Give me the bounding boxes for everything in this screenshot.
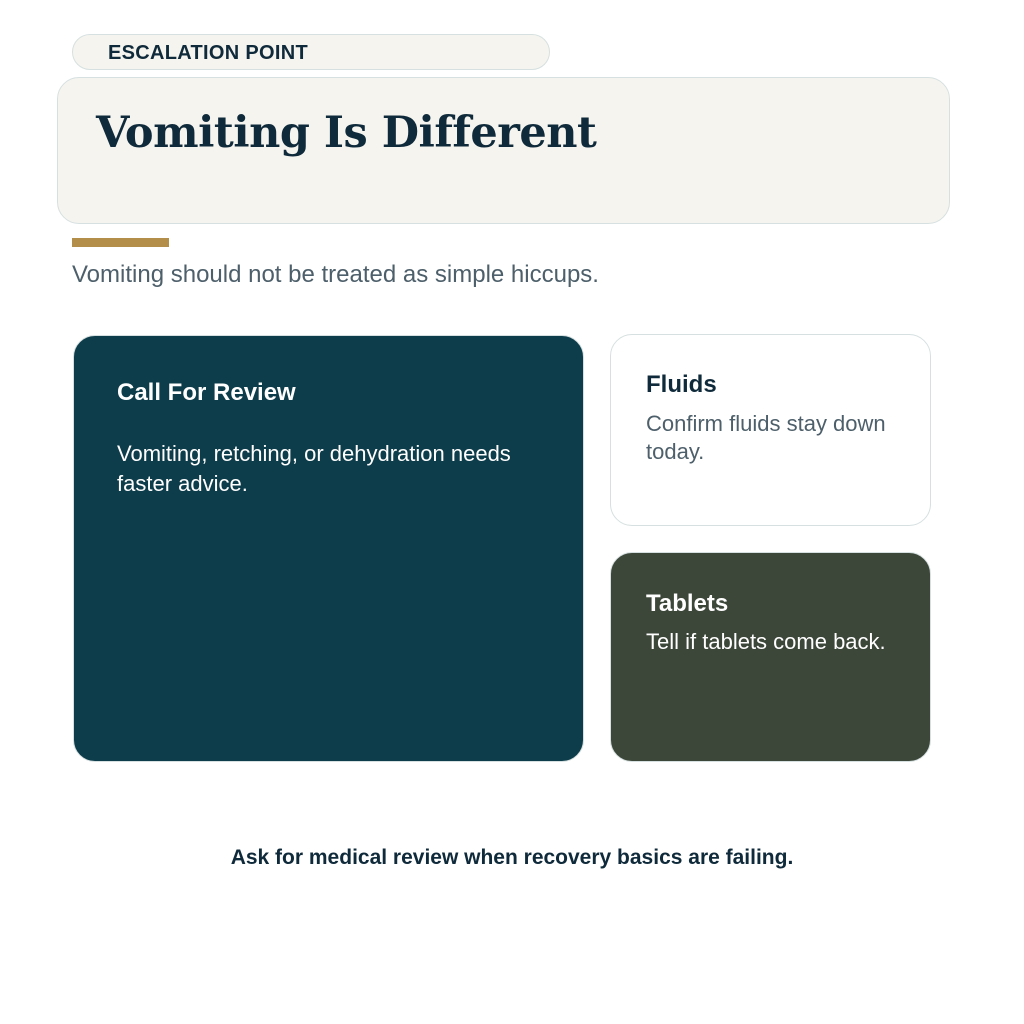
fluids-text: Confirm fluids stay down today. (646, 411, 886, 464)
kicker-label: ESCALATION POINT (108, 42, 308, 64)
call-for-review-text: Vomiting, retching, or dehydration needs faster advice. (117, 441, 511, 496)
call-for-review-card (73, 335, 584, 762)
escalation-kicker-pill (72, 34, 550, 70)
page-title: Vomiting Is Different (96, 108, 597, 158)
call-for-review-heading: Call For Review (117, 379, 296, 406)
page-subtitle: Vomiting should not be treated as simple hiccups. (72, 261, 599, 288)
footer-note: Ask for medical review when recovery basics are failing. (230, 846, 794, 869)
tablets-heading: Tablets (646, 590, 729, 617)
fluids-card (610, 334, 931, 526)
accent-bar (72, 238, 169, 247)
fluids-heading: Fluids (646, 371, 717, 398)
title-card (57, 77, 950, 224)
tablets-text: Tell if tablets come back. (646, 629, 886, 654)
tablets-card (610, 552, 931, 762)
